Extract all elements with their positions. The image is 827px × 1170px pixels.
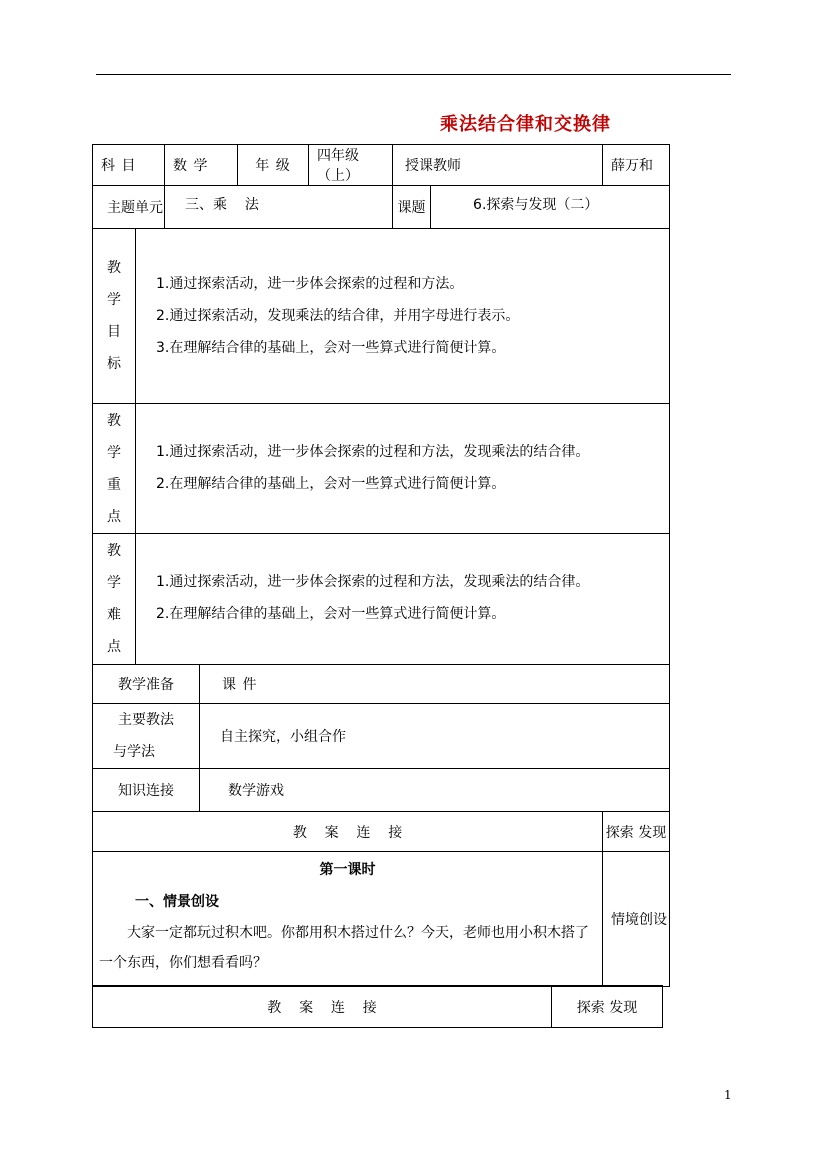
objectives-list bbox=[136, 229, 670, 404]
unit-row bbox=[93, 186, 670, 229]
knowledge-row bbox=[93, 769, 670, 812]
unit-label: 主题单元 bbox=[93, 186, 165, 229]
plan-header-row bbox=[93, 812, 670, 852]
objectives-label: 教 学 目 标 bbox=[93, 229, 136, 404]
topic-value: 6.探索与发现（二） bbox=[431, 186, 670, 229]
header-row bbox=[93, 145, 670, 186]
plan-header-right: 探索 发现 bbox=[603, 812, 670, 852]
difficult-points-row bbox=[93, 534, 670, 665]
page-title: 乘法结合律和交换律 bbox=[440, 114, 611, 135]
lesson-section: 一、情景创设 bbox=[135, 894, 219, 910]
lesson-text: 大家一定都玩过积木吧。你都用积木搭过什么？今天，老师也用小积木搭了一个东西，你们想看看吗？ bbox=[99, 925, 589, 971]
methods-row bbox=[93, 704, 670, 769]
list-item: 3.在理解结合律的基础上，会对一些算式进行简便计算。 bbox=[156, 340, 506, 356]
preparation-value: 课 件 bbox=[200, 665, 670, 704]
list-item: 2.在理解结合律的基础上，会对一些算式进行简便计算。 bbox=[156, 476, 506, 492]
topic-label: 课题 bbox=[393, 186, 431, 229]
preparation-label: 教学准备 bbox=[93, 665, 200, 704]
lesson-plan-table bbox=[92, 144, 670, 987]
page-number: 1 bbox=[724, 1088, 732, 1102]
grade-value: 四年级（上） bbox=[309, 145, 393, 186]
lesson-side-note: 情境创设 bbox=[603, 852, 670, 987]
plan-header-table-2 bbox=[92, 985, 663, 1028]
plan-header-left: 教 案 连 接 bbox=[93, 812, 603, 852]
key-points-label: 教 学 重 点 bbox=[93, 404, 136, 534]
knowledge-label: 知识连接 bbox=[93, 769, 200, 812]
teacher-value: 薛万和 bbox=[603, 145, 670, 186]
list-item: 2.通过探索活动，发现乘法的结合律，并用字母进行表示。 bbox=[156, 308, 520, 324]
lesson-content bbox=[93, 852, 603, 987]
lesson-content-row bbox=[93, 852, 670, 987]
plan-header-left-2: 教 案 连 接 bbox=[93, 986, 552, 1028]
methods-label: 主要教法 与学法 bbox=[93, 704, 200, 769]
list-item: 1.通过探索活动，进一步体会探索的过程和方法，发现乘法的结合律。 bbox=[156, 574, 590, 590]
preparation-row bbox=[93, 665, 670, 704]
list-item: 1.通过探索活动，进一步体会探索的过程和方法，发现乘法的结合律。 bbox=[156, 444, 590, 460]
key-points-row bbox=[93, 404, 670, 534]
unit-value: 三、乘 法 bbox=[165, 186, 393, 229]
teacher-label: 授课教师 bbox=[393, 145, 603, 186]
subject-value: 数 学 bbox=[165, 145, 238, 186]
subject-label: 科 目 bbox=[93, 145, 165, 186]
list-item: 1.通过探索活动，进一步体会探索的过程和方法。 bbox=[156, 276, 464, 292]
difficult-points-label: 教 学 难 点 bbox=[93, 534, 136, 665]
key-points-list bbox=[136, 404, 670, 534]
difficult-points-list bbox=[136, 534, 670, 665]
grade-label: 年 级 bbox=[238, 145, 309, 186]
list-item: 2.在理解结合律的基础上，会对一些算式进行简便计算。 bbox=[156, 606, 506, 622]
knowledge-value: 数学游戏 bbox=[200, 769, 670, 812]
methods-value: 自主探究，小组合作 bbox=[200, 704, 670, 769]
objectives-row bbox=[93, 229, 670, 404]
plan-header-right-2: 探索 发现 bbox=[552, 986, 663, 1028]
plan-header-row-2 bbox=[93, 986, 663, 1028]
lesson-period: 第一课时 bbox=[319, 862, 376, 878]
header-rule bbox=[96, 74, 731, 75]
